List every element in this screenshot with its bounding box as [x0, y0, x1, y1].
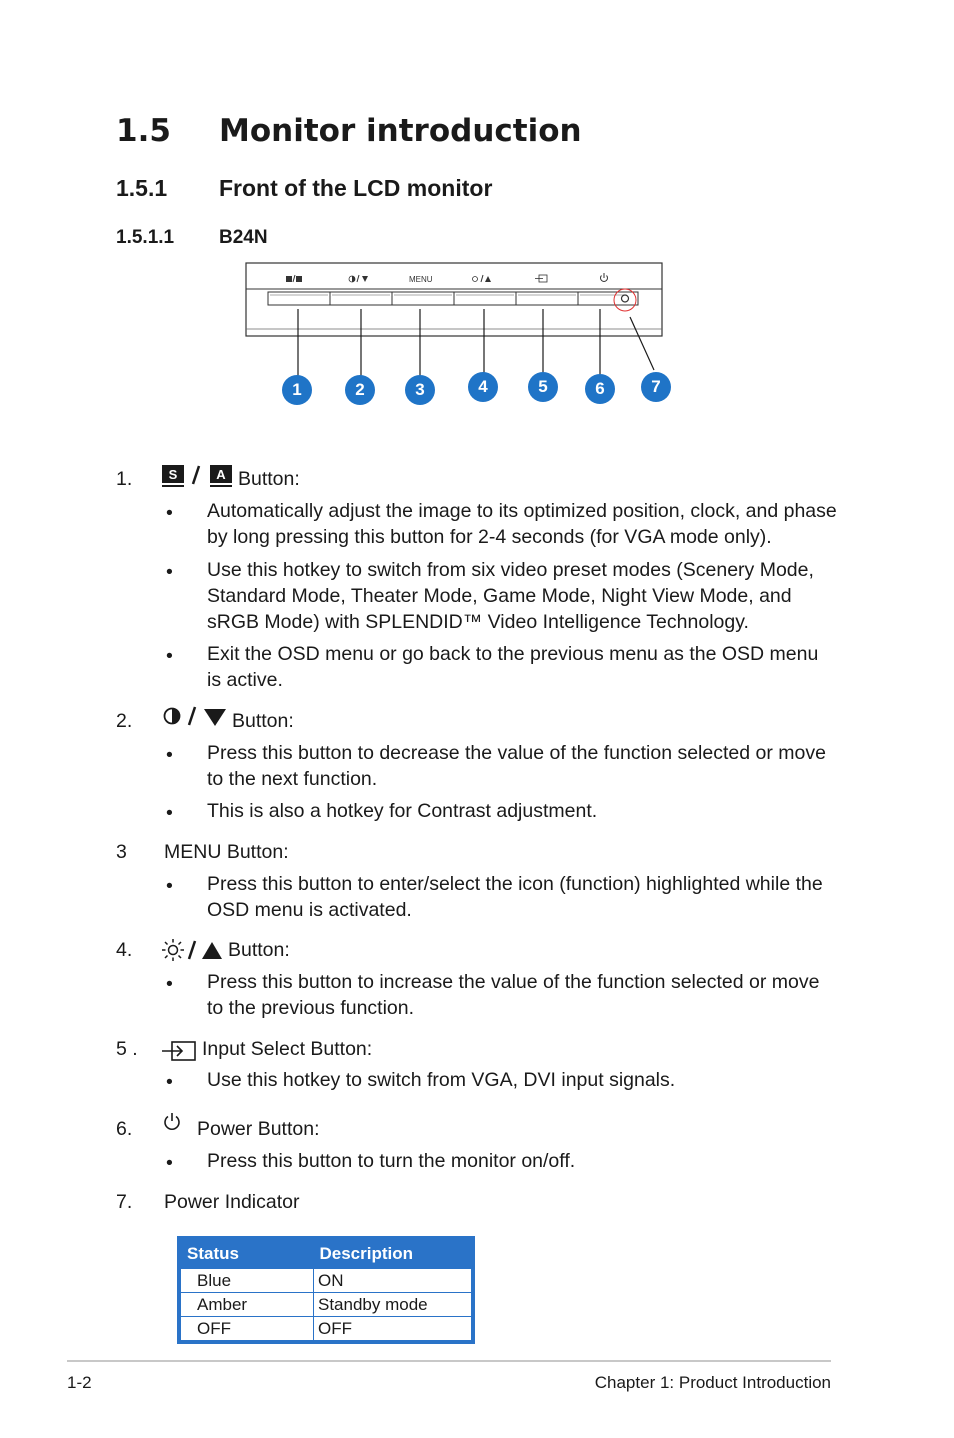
table-cell: ON — [314, 1269, 474, 1293]
bullet: • — [166, 875, 173, 897]
section-title: 1.5.1 Front of the LCD monitor — [116, 175, 493, 201]
item-5-label: Input Select Button: — [202, 1038, 373, 1060]
brightness-icon — [162, 939, 184, 961]
item-3-bullet-1: Press this button to enter/select the icon (function) highlighted while the OSD menu is activated. — [207, 873, 823, 921]
item-1-label: Button: — [238, 468, 300, 490]
item-1-number: 1. — [116, 468, 133, 490]
bullet: • — [166, 744, 173, 766]
item-2-number: 2. — [116, 710, 133, 732]
item-4-bullet-1: Press this button to increase the value of the function selected or move to the previous function. — [207, 971, 820, 1019]
bullet: • — [166, 973, 173, 995]
contrast-icon — [165, 709, 180, 724]
footer-divider — [67, 1360, 831, 1362]
bullet: • — [166, 502, 173, 524]
table-cell: OFF — [179, 1317, 314, 1343]
item-5-number: 5 . — [116, 1038, 138, 1060]
bullet: • — [166, 1071, 173, 1093]
callout-7: 7 — [641, 372, 671, 402]
subsection-title: 1.5.1.1 B24N — [116, 227, 268, 248]
item-6-label: Power Button: — [197, 1118, 320, 1140]
item-2-label: Button: — [232, 710, 294, 732]
item-7-label: Power Indicator — [164, 1191, 300, 1213]
table-header-row — [179, 1238, 473, 1269]
callout-1: 1 — [282, 375, 312, 405]
menu-button-label: MENU — [409, 275, 433, 284]
table-row — [179, 1317, 473, 1343]
power-indicator-table — [177, 1236, 475, 1344]
item-7-number: 7. — [116, 1191, 133, 1213]
callout-4: 4 — [468, 372, 498, 402]
callout-2: 2 — [345, 375, 375, 405]
page-title: 1.5 Monitor introduction — [116, 113, 582, 149]
item-6-number: 6. — [116, 1118, 133, 1140]
bullet: • — [166, 1152, 173, 1174]
input-select-icon — [162, 1040, 198, 1062]
chapter-title: Chapter 1: Product Introduction — [594, 1373, 831, 1392]
item-3-number: 3 — [116, 841, 127, 863]
page-number: 1-2 — [67, 1373, 92, 1392]
power-icon — [162, 1112, 182, 1132]
item-3-label: MENU Button: — [164, 841, 289, 863]
up-triangle-icon — [202, 942, 222, 959]
callout-6: 6 — [585, 374, 615, 404]
callout-3: 3 — [405, 375, 435, 405]
bullet: • — [166, 802, 173, 824]
item-2-bullet-2: This is also a hotkey for Contrast adjustment. — [207, 800, 598, 822]
table-header-status: Status — [179, 1238, 314, 1269]
item-4-number: 4. — [116, 939, 133, 961]
svg-text:A: A — [216, 467, 226, 482]
item-5-bullet-1: Use this hotkey to switch from VGA, DVI input signals. — [207, 1069, 676, 1091]
item-1-bullet-1: Automatically adjust the image to its optimized position, clock, and phase by long pressing this button for 2-4 seconds (for VGA mode only). — [207, 500, 837, 548]
bullet: • — [166, 645, 173, 667]
table-row — [179, 1269, 473, 1293]
item-6-bullet-1: Press this button to turn the monitor on/off. — [207, 1150, 576, 1172]
item-4-label: Button: — [228, 939, 290, 961]
item-2-bullet-1: Press this button to decrease the value of the function selected or move to the next function. — [207, 742, 826, 790]
item-1-bullet-2: Use this hotkey to switch from six video preset modes (Scenery Mode, Standard Mode, Theater Mode, Game Mode, Night View Mode, and sRGB Mode) with SPLENDID™ Video Intelligence Technology. — [207, 559, 814, 633]
table-cell: Standby mode — [314, 1293, 474, 1317]
table-cell: Amber — [179, 1293, 314, 1317]
bullet: • — [166, 561, 173, 583]
table-cell: Blue — [179, 1269, 314, 1293]
contrast-down-icon — [162, 706, 230, 728]
table-row — [179, 1293, 473, 1317]
svg-text:S: S — [168, 467, 178, 482]
table-header-description: Description — [314, 1238, 474, 1269]
s-a-icon — [162, 464, 234, 488]
callout-5: 5 — [528, 372, 558, 402]
item-1-bullet-3: Exit the OSD menu or go back to the previous menu as the OSD menu is active. — [207, 643, 819, 691]
table-cell: OFF — [314, 1317, 474, 1343]
brightness-up-icon — [162, 937, 226, 961]
down-triangle-icon — [204, 709, 226, 726]
